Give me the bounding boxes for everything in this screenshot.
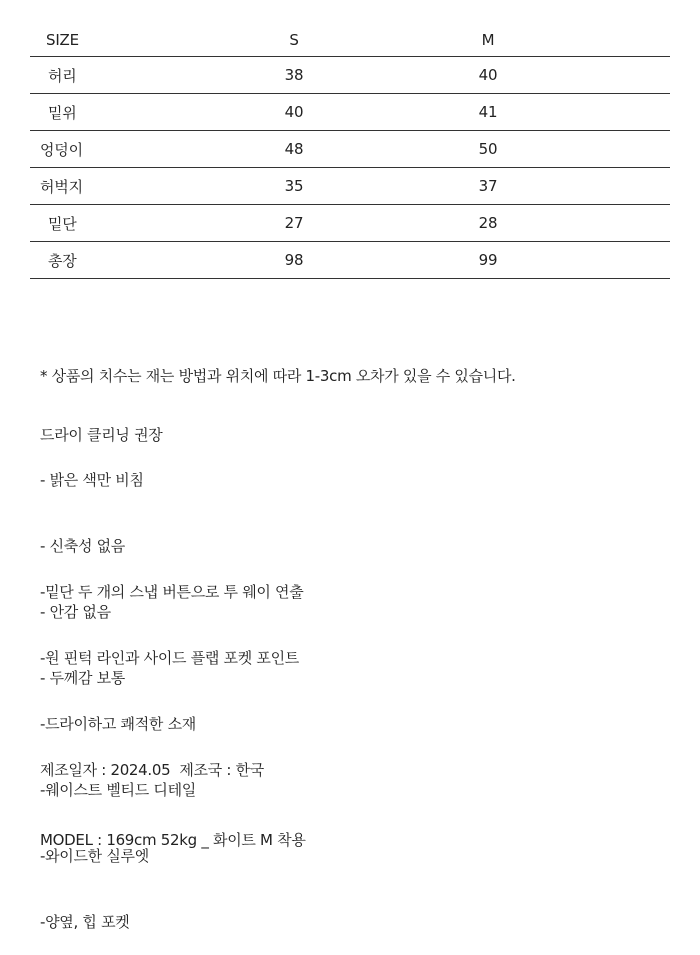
header-s: S	[289, 31, 299, 49]
row-value-m: 28	[478, 214, 498, 232]
table-row	[30, 57, 670, 94]
row-label: 엉덩이	[40, 140, 83, 159]
care-text: 드라이 클리닝 권장	[40, 426, 163, 444]
model-text: MODEL : 169cm 52kg _ 화이트 M 착용	[40, 831, 306, 849]
row-value-s: 48	[284, 140, 304, 158]
header-m: M	[481, 31, 495, 49]
row-value-m: 99	[478, 251, 498, 269]
row-value-s: 27	[284, 214, 304, 232]
list-item: -밑단 두 개의 스냅 버튼으로 투 웨이 연출	[40, 583, 304, 601]
row-value-s: 35	[284, 177, 304, 195]
row-value-s: 98	[284, 251, 304, 269]
list-item: -원 핀턱 라인과 사이드 플랩 포켓 포인트	[40, 649, 299, 667]
list-item: - 신축성 없음	[40, 537, 125, 555]
table-row	[30, 131, 670, 168]
row-value-s: 38	[284, 66, 304, 84]
list-item: -드라이하고 쾌적한 소재	[40, 715, 196, 733]
row-value-m: 40	[478, 66, 498, 84]
notice-text: * 상품의 치수는 재는 방법과 위치에 따라 1-3cm 오차가 있을 수 있습니다.	[40, 367, 516, 385]
row-label: 밑단	[48, 214, 77, 233]
list-item: - 안감 없음	[40, 603, 111, 621]
row-value-s: 40	[284, 103, 304, 121]
table-row	[30, 242, 670, 279]
size-table-header	[30, 24, 670, 57]
row-label: 허벅지	[40, 177, 83, 196]
origin-text: 제조일자 : 2024.05 제조국 : 한국	[40, 761, 264, 779]
list-item: -양옆, 힙 포켓	[40, 913, 130, 931]
table-row	[30, 94, 670, 131]
row-label: 허리	[48, 66, 77, 85]
model-info	[40, 785, 306, 873]
row-label: 총장	[48, 251, 77, 270]
row-label: 밑위	[48, 103, 77, 122]
header-size: SIZE	[46, 31, 79, 49]
table-row	[30, 205, 670, 242]
row-value-m: 37	[478, 177, 498, 195]
size-table	[30, 24, 670, 279]
list-item: - 밝은 색만 비침	[40, 471, 144, 489]
list-item: - 두께감 보통	[40, 669, 125, 687]
row-value-m: 50	[478, 140, 498, 158]
row-value-m: 41	[478, 103, 498, 121]
list-item: -웨이스트 벨티드 디테일	[40, 781, 196, 799]
list-item: -와이드한 실루엣	[40, 847, 149, 865]
table-row	[30, 168, 670, 205]
